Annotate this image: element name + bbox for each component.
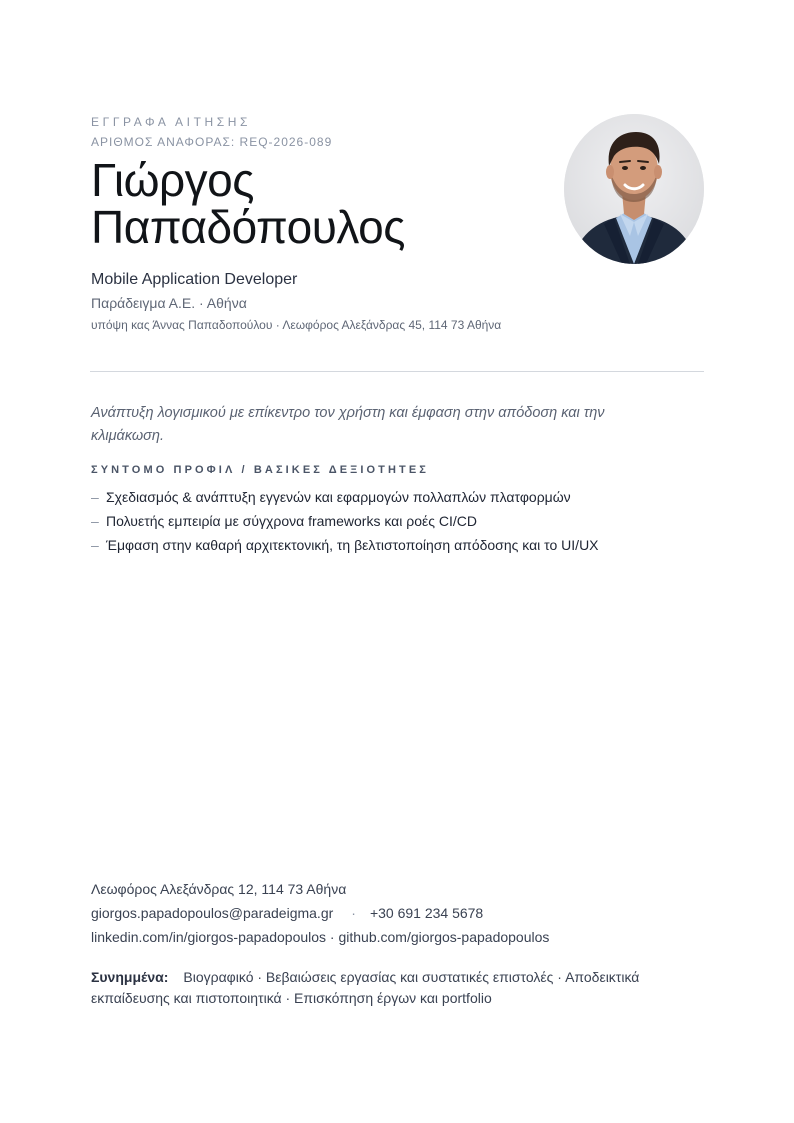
bullet-dash: – [91,489,99,505]
contact-address: Λεωφόρος Αλεξάνδρας 12, 114 73 Αθήνα [91,881,347,897]
list-item-text: Πολυετής εμπειρία με σύγχρονα frameworks και ροές CI/CD [106,513,477,529]
reference-number: ΑΡΙΘΜΟΣ ΑΝΑΦΟΡΑΣ: REQ-2026-089 [91,135,333,149]
contact-email[interactable]: giorgos.papadopoulos@paradeigma.gr [91,905,334,921]
list-item [91,509,711,533]
contact-email-phone-row [91,901,711,925]
list-item [91,533,711,557]
list-item-text: Έμφαση στην καθαρή αρχιτεκτονική, τη βελτιστοποίηση απόδοσης και το UI/UX [106,537,599,553]
attachments-block [91,967,704,1009]
list-item [91,485,711,509]
recipient-attention: υπόψη κας Άννας Παπαδοπούλου · Λεωφόρος Αλεξάνδρας 45, 114 73 Αθήνα [91,318,502,332]
list-item-text: Σχεδιασμός & ανάπτυξη εγγενών και εφαρμογών πολλαπλών πλατφορμών [106,489,571,505]
bullet-dash: – [91,537,99,553]
header-block [91,114,561,334]
header-divider [90,371,704,372]
contact-phone[interactable]: +30 691 234 5678 [369,905,484,921]
applicant-first-name: Γιώργος [91,154,254,206]
summary-statement: Ανάπτυξη λογισμικού με επίκεντρο τον χρήστη και έμφαση στην απόδοση και την κλιμάκωση. [91,405,605,444]
attachments-label: Συνημμένα: [91,969,169,985]
applicant-last-name: Παπαδόπουλος [91,201,405,253]
job-role: Mobile Application Developer [91,271,298,288]
contact-links[interactable]: linkedin.com/in/giorgos-papadopoulos · github.com/giorgos-papadopoulos [91,929,550,945]
document-type-label: ΕΓΓΡΑΦΑ ΑΙΤΗΣΗΣ [91,115,252,129]
company-location: Παράδειγμα Α.Ε. · Αθήνα [91,295,247,311]
portrait-image [564,114,704,264]
bullet-dash: – [91,513,99,529]
profile-section-title: ΣΥΝΤΟΜΟ ΠΡΟΦΙΛ / ΒΑΣΙΚΕΣ ΔΕΞΙΟΤΗΤΕΣ [91,464,429,476]
attachments-list: Βιογραφικό · Βεβαιώσεις εργασίας και συστατικές επιστολές · Αποδεικτικά εκπαίδευσης και πιστοποιητικά · Επισκόπηση έργων και portfolio [91,969,640,1006]
contact-separator: · [351,905,356,921]
contact-block [91,877,711,949]
applicant-name [91,154,561,253]
profile-photo [564,114,704,264]
skills-list [91,485,711,557]
